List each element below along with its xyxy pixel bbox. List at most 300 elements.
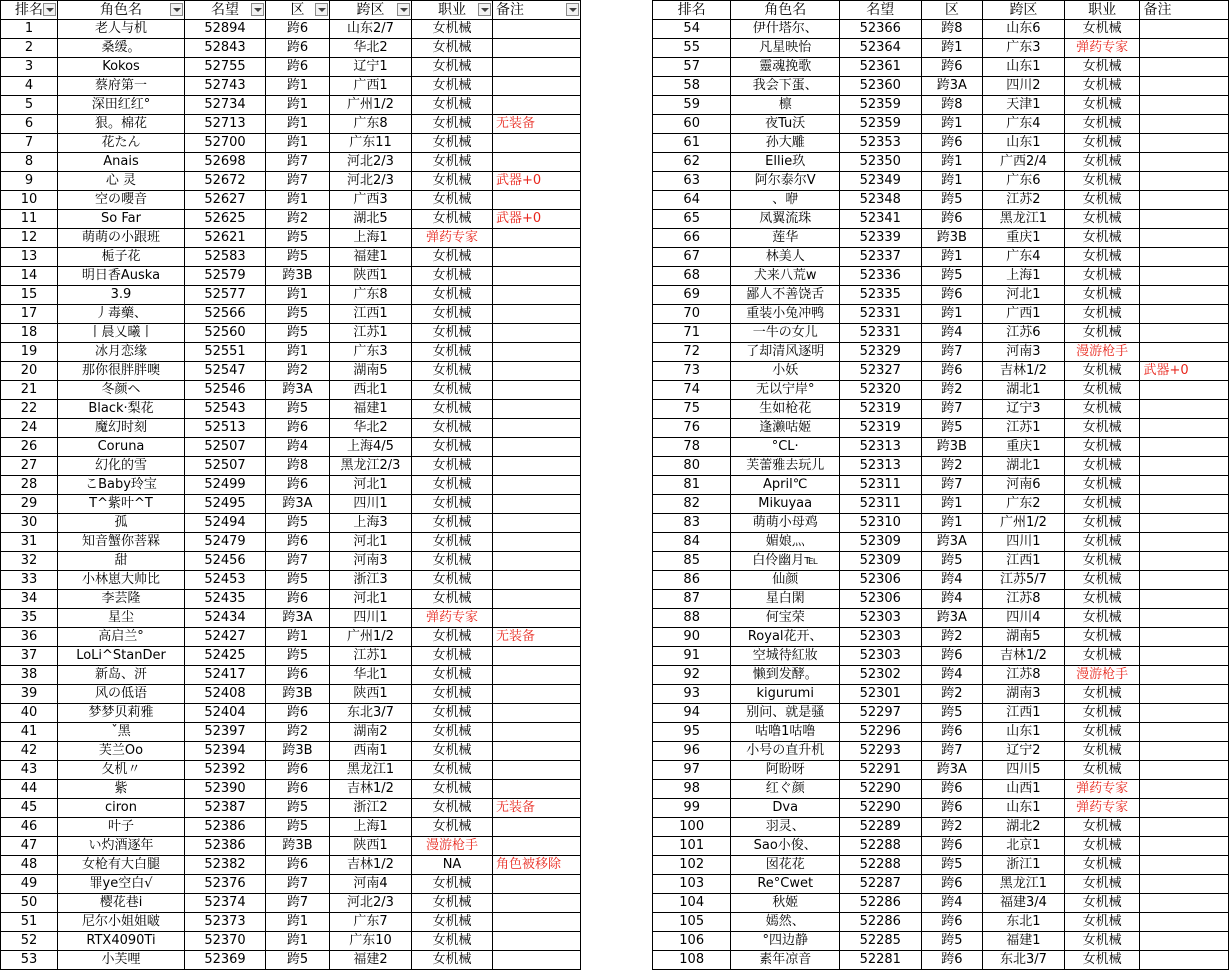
- cell-server[interactable]: 跨1: [266, 343, 330, 362]
- cell-note[interactable]: [493, 58, 581, 77]
- cell-character-name[interactable]: Coruna: [58, 438, 185, 457]
- cell-fame[interactable]: 52698: [185, 153, 266, 172]
- cell-note[interactable]: [493, 400, 581, 419]
- cell-note[interactable]: [1140, 533, 1229, 552]
- cell-note[interactable]: [1140, 590, 1229, 609]
- cell-rank[interactable]: 92: [653, 666, 731, 685]
- cell-note[interactable]: [493, 77, 581, 96]
- cell-rank[interactable]: 49: [1, 875, 58, 894]
- cell-fame[interactable]: 52296: [840, 723, 922, 742]
- cell-note[interactable]: [1140, 419, 1229, 438]
- cell-rank[interactable]: 105: [653, 913, 731, 932]
- cell-rank[interactable]: 46: [1, 818, 58, 837]
- cell-note[interactable]: [493, 324, 581, 343]
- cell-cross-server[interactable]: 四川5: [983, 761, 1065, 780]
- cell-character-name[interactable]: 芙兰Oo: [58, 742, 185, 761]
- cell-server[interactable]: 跨1: [266, 628, 330, 647]
- cell-character-name[interactable]: 小林崽大帅比: [58, 571, 185, 590]
- cell-note[interactable]: 武器+0: [493, 172, 581, 191]
- cell-rank[interactable]: 33: [1, 571, 58, 590]
- cell-cross-server[interactable]: 湖南2: [330, 723, 412, 742]
- cell-server[interactable]: 跨7: [266, 552, 330, 571]
- cell-class[interactable]: 女机械: [1064, 913, 1140, 932]
- cell-character-name[interactable]: 花たん: [58, 134, 185, 153]
- cell-class[interactable]: 女机械: [412, 818, 493, 837]
- cell-cross-server[interactable]: 江西1: [983, 552, 1065, 571]
- filter-dropdown-icon[interactable]: [315, 3, 328, 16]
- cell-fame[interactable]: 52309: [840, 533, 922, 552]
- cell-character-name[interactable]: 李芸隆: [58, 590, 185, 609]
- cell-cross-server[interactable]: 江苏1: [983, 419, 1065, 438]
- cell-note[interactable]: [1140, 609, 1229, 628]
- cell-cross-server[interactable]: 广东4: [983, 115, 1065, 134]
- cell-note[interactable]: [493, 457, 581, 476]
- cell-class[interactable]: 女机械: [1064, 837, 1140, 856]
- cell-note[interactable]: [1140, 628, 1229, 647]
- cell-character-name[interactable]: 樱花巷i: [58, 894, 185, 913]
- cell-note[interactable]: [493, 153, 581, 172]
- cell-rank[interactable]: 14: [1, 267, 58, 286]
- cell-server[interactable]: 跨6: [266, 761, 330, 780]
- cell-class[interactable]: 女机械: [1064, 305, 1140, 324]
- cell-character-name[interactable]: 蔡府第一: [58, 77, 185, 96]
- cell-rank[interactable]: 91: [653, 647, 731, 666]
- cell-character-name[interactable]: 生如枪花: [731, 400, 840, 419]
- cell-fame[interactable]: 52453: [185, 571, 266, 590]
- cell-rank[interactable]: 39: [1, 685, 58, 704]
- cell-note[interactable]: [1140, 58, 1229, 77]
- cell-server[interactable]: 跨6: [921, 799, 983, 818]
- cell-server[interactable]: 跨1: [921, 248, 983, 267]
- cell-fame[interactable]: 52306: [840, 590, 922, 609]
- cell-fame[interactable]: 52374: [185, 894, 266, 913]
- cell-rank[interactable]: 90: [653, 628, 731, 647]
- cell-note[interactable]: 武器+0: [493, 210, 581, 229]
- cell-character-name[interactable]: 媚娘灬: [731, 533, 840, 552]
- cell-class[interactable]: 女机械: [412, 324, 493, 343]
- cell-cross-server[interactable]: 江苏6: [983, 324, 1065, 343]
- cell-rank[interactable]: 94: [653, 704, 731, 723]
- cell-server[interactable]: 跨3B: [266, 685, 330, 704]
- cell-rank[interactable]: 74: [653, 381, 731, 400]
- cell-note[interactable]: [493, 723, 581, 742]
- cell-server[interactable]: 跨4: [921, 571, 983, 590]
- cell-cross-server[interactable]: 黑龙江1: [983, 875, 1065, 894]
- cell-rank[interactable]: 99: [653, 799, 731, 818]
- cell-server[interactable]: 跨5: [921, 856, 983, 875]
- header-character-name[interactable]: [58, 1, 185, 20]
- cell-character-name[interactable]: い灼酒逐年: [58, 837, 185, 856]
- cell-class[interactable]: 女机械: [1064, 419, 1140, 438]
- cell-cross-server[interactable]: 浙江2: [330, 799, 412, 818]
- cell-rank[interactable]: 10: [1, 191, 58, 210]
- cell-note[interactable]: [1140, 20, 1229, 39]
- cell-note[interactable]: 无装备: [493, 115, 581, 134]
- cell-cross-server[interactable]: 四川4: [983, 609, 1065, 628]
- cell-note[interactable]: [493, 704, 581, 723]
- cell-class[interactable]: 女机械: [1064, 172, 1140, 191]
- cell-class[interactable]: 女机械: [1064, 457, 1140, 476]
- cell-character-name[interactable]: 星白閑: [731, 590, 840, 609]
- cell-rank[interactable]: 36: [1, 628, 58, 647]
- cell-fame[interactable]: 52700: [185, 134, 266, 153]
- cell-class[interactable]: 女机械: [1064, 761, 1140, 780]
- cell-cross-server[interactable]: 广西1: [330, 77, 412, 96]
- cell-rank[interactable]: 101: [653, 837, 731, 856]
- cell-fame[interactable]: 52341: [840, 210, 922, 229]
- cell-rank[interactable]: 22: [1, 400, 58, 419]
- cell-server[interactable]: 跨6: [921, 951, 983, 970]
- cell-rank[interactable]: 82: [653, 495, 731, 514]
- cell-class[interactable]: 女机械: [412, 20, 493, 39]
- cell-class[interactable]: 女机械: [1064, 609, 1140, 628]
- cell-note[interactable]: [1140, 210, 1229, 229]
- header-class[interactable]: [412, 1, 493, 20]
- cell-class[interactable]: 女机械: [412, 58, 493, 77]
- cell-server[interactable]: 跨5: [921, 552, 983, 571]
- cell-fame[interactable]: 52331: [840, 305, 922, 324]
- cell-cross-server[interactable]: 河南6: [983, 476, 1065, 495]
- cell-server[interactable]: 跨6: [266, 476, 330, 495]
- cell-class[interactable]: 女机械: [412, 647, 493, 666]
- cell-character-name[interactable]: 魔幻时刻: [58, 419, 185, 438]
- cell-cross-server[interactable]: 山东1: [983, 134, 1065, 153]
- cell-cross-server[interactable]: 四川1: [330, 495, 412, 514]
- cell-character-name[interactable]: 冬颜ヘ: [58, 381, 185, 400]
- cell-cross-server[interactable]: 上海1: [330, 229, 412, 248]
- cell-server[interactable]: 跨1: [921, 495, 983, 514]
- cell-fame[interactable]: 52456: [185, 552, 266, 571]
- cell-fame[interactable]: 52577: [185, 286, 266, 305]
- cell-rank[interactable]: 2: [1, 39, 58, 58]
- cell-server[interactable]: 跨1: [266, 115, 330, 134]
- cell-note[interactable]: [1140, 571, 1229, 590]
- cell-fame[interactable]: 52734: [185, 96, 266, 115]
- cell-class[interactable]: 女机械: [1064, 476, 1140, 495]
- cell-fame[interactable]: 52370: [185, 932, 266, 951]
- cell-rank[interactable]: 61: [653, 134, 731, 153]
- cell-note[interactable]: [493, 438, 581, 457]
- cell-class[interactable]: 女机械: [1064, 742, 1140, 761]
- cell-rank[interactable]: 106: [653, 932, 731, 951]
- cell-character-name[interactable]: 红ぐ颜: [731, 780, 840, 799]
- cell-server[interactable]: 跨1: [266, 913, 330, 932]
- cell-note[interactable]: [493, 894, 581, 913]
- cell-server[interactable]: 跨1: [266, 191, 330, 210]
- cell-class[interactable]: 女机械: [1064, 191, 1140, 210]
- cell-server[interactable]: 跨6: [266, 39, 330, 58]
- cell-fame[interactable]: 52547: [185, 362, 266, 381]
- cell-class[interactable]: 女机械: [1064, 248, 1140, 267]
- cell-fame[interactable]: 52843: [185, 39, 266, 58]
- cell-server[interactable]: 跨3A: [921, 533, 983, 552]
- cell-cross-server[interactable]: 广东3: [330, 343, 412, 362]
- cell-fame[interactable]: 52551: [185, 343, 266, 362]
- cell-fame[interactable]: 52373: [185, 913, 266, 932]
- cell-fame[interactable]: 52311: [840, 476, 922, 495]
- cell-class[interactable]: 女机械: [412, 286, 493, 305]
- cell-server[interactable]: 跨1: [266, 96, 330, 115]
- cell-note[interactable]: [493, 248, 581, 267]
- cell-class[interactable]: 女机械: [412, 457, 493, 476]
- cell-class[interactable]: 女机械: [1064, 875, 1140, 894]
- cell-fame[interactable]: 52291: [840, 761, 922, 780]
- filter-dropdown-icon[interactable]: [251, 3, 264, 16]
- cell-note[interactable]: [493, 495, 581, 514]
- filter-dropdown-icon[interactable]: [43, 3, 56, 16]
- cell-character-name[interactable]: Royal花开、: [731, 628, 840, 647]
- cell-class[interactable]: 女机械: [1064, 894, 1140, 913]
- cell-class[interactable]: 女机械: [412, 799, 493, 818]
- cell-class[interactable]: 女机械: [1064, 856, 1140, 875]
- cell-server[interactable]: 跨4: [921, 894, 983, 913]
- cell-character-name[interactable]: 了却清风逐明: [731, 343, 840, 362]
- cell-rank[interactable]: 67: [653, 248, 731, 267]
- cell-character-name[interactable]: 小芙哩: [58, 951, 185, 970]
- header-fame[interactable]: [185, 1, 266, 20]
- cell-character-name[interactable]: 凡星映怡: [731, 39, 840, 58]
- cell-note[interactable]: [1140, 248, 1229, 267]
- cell-note[interactable]: [1140, 476, 1229, 495]
- cell-character-name[interactable]: Mikuyaa: [731, 495, 840, 514]
- cell-class[interactable]: 女机械: [412, 400, 493, 419]
- cell-server[interactable]: 跨2: [921, 685, 983, 704]
- cell-class[interactable]: 女机械: [1064, 932, 1140, 951]
- cell-character-name[interactable]: April℃: [731, 476, 840, 495]
- cell-character-name[interactable]: 梦梦贝莉雅: [58, 704, 185, 723]
- cell-server[interactable]: 跨3A: [921, 609, 983, 628]
- cell-note[interactable]: [493, 96, 581, 115]
- cell-cross-server[interactable]: 山西1: [983, 780, 1065, 799]
- cell-server[interactable]: 跨3B: [266, 742, 330, 761]
- cell-rank[interactable]: 54: [653, 20, 731, 39]
- cell-class[interactable]: 女机械: [412, 913, 493, 932]
- cell-fame[interactable]: 52507: [185, 457, 266, 476]
- cell-rank[interactable]: 42: [1, 742, 58, 761]
- cell-character-name[interactable]: 逢濑咕姬: [731, 419, 840, 438]
- cell-class[interactable]: 女机械: [412, 628, 493, 647]
- cell-fame[interactable]: 52376: [185, 875, 266, 894]
- cell-rank[interactable]: 3: [1, 58, 58, 77]
- cell-cross-server[interactable]: 湖北2: [983, 818, 1065, 837]
- cell-fame[interactable]: 52327: [840, 362, 922, 381]
- cell-cross-server[interactable]: 吉林1/2: [983, 362, 1065, 381]
- cell-fame[interactable]: 52335: [840, 286, 922, 305]
- cell-class[interactable]: 女机械: [1064, 571, 1140, 590]
- cell-fame[interactable]: 52359: [840, 115, 922, 134]
- cell-character-name[interactable]: So Far: [58, 210, 185, 229]
- cell-cross-server[interactable]: 江苏8: [983, 590, 1065, 609]
- cell-character-name[interactable]: 星尘: [58, 609, 185, 628]
- cell-cross-server[interactable]: 黑龙江1: [330, 761, 412, 780]
- cell-rank[interactable]: 98: [653, 780, 731, 799]
- cell-rank[interactable]: 88: [653, 609, 731, 628]
- cell-class[interactable]: 女机械: [412, 932, 493, 951]
- cell-server[interactable]: 跨2: [921, 381, 983, 400]
- cell-fame[interactable]: 52293: [840, 742, 922, 761]
- cell-class[interactable]: 女机械: [1064, 647, 1140, 666]
- cell-server[interactable]: 跨7: [921, 343, 983, 362]
- header-rank[interactable]: [1, 1, 58, 20]
- cell-class[interactable]: 女机械: [412, 267, 493, 286]
- cell-cross-server[interactable]: 吉林1/2: [983, 647, 1065, 666]
- cell-note[interactable]: [493, 951, 581, 970]
- cell-cross-server[interactable]: 黑龙江1: [983, 210, 1065, 229]
- cell-class[interactable]: 女机械: [412, 96, 493, 115]
- cell-cross-server[interactable]: 江苏1: [330, 324, 412, 343]
- cell-character-name[interactable]: 我会下蛋、: [731, 77, 840, 96]
- cell-fame[interactable]: 52310: [840, 514, 922, 533]
- cell-cross-server[interactable]: 福建3/4: [983, 894, 1065, 913]
- cell-class[interactable]: 女机械: [412, 476, 493, 495]
- cell-character-name[interactable]: 白伶幽月℡: [731, 552, 840, 571]
- cell-class[interactable]: 女机械: [1064, 704, 1140, 723]
- cell-rank[interactable]: 17: [1, 305, 58, 324]
- cell-character-name[interactable]: 甜: [58, 552, 185, 571]
- cell-cross-server[interactable]: 广州1/2: [330, 96, 412, 115]
- cell-character-name[interactable]: RTX4090Ti: [58, 932, 185, 951]
- cell-fame[interactable]: 52319: [840, 419, 922, 438]
- cell-character-name[interactable]: 那你很胖胖噢: [58, 362, 185, 381]
- cell-note[interactable]: [493, 609, 581, 628]
- cell-fame[interactable]: 52672: [185, 172, 266, 191]
- cell-cross-server[interactable]: 福建1: [983, 932, 1065, 951]
- cell-server[interactable]: 跨3B: [266, 267, 330, 286]
- cell-server[interactable]: 跨1: [921, 172, 983, 191]
- cell-fame[interactable]: 52287: [840, 875, 922, 894]
- cell-server[interactable]: 跨5: [266, 324, 330, 343]
- cell-fame[interactable]: 52434: [185, 609, 266, 628]
- cell-class[interactable]: 女机械: [1064, 115, 1140, 134]
- cell-rank[interactable]: 96: [653, 742, 731, 761]
- cell-server[interactable]: 跨5: [921, 932, 983, 951]
- cell-character-name[interactable]: 栀子花: [58, 248, 185, 267]
- cell-fame[interactable]: 52361: [840, 58, 922, 77]
- cell-rank[interactable]: 81: [653, 476, 731, 495]
- cell-rank[interactable]: 108: [653, 951, 731, 970]
- cell-server[interactable]: 跨5: [266, 818, 330, 837]
- cell-note[interactable]: [493, 932, 581, 951]
- filter-dropdown-icon[interactable]: [566, 3, 579, 16]
- cell-server[interactable]: 跨7: [921, 742, 983, 761]
- cell-fame[interactable]: 52546: [185, 381, 266, 400]
- cell-character-name[interactable]: ˇ黑: [58, 723, 185, 742]
- cell-fame[interactable]: 52543: [185, 400, 266, 419]
- cell-server[interactable]: 跨6: [921, 58, 983, 77]
- cell-rank[interactable]: 71: [653, 324, 731, 343]
- cell-fame[interactable]: 52286: [840, 894, 922, 913]
- cell-note[interactable]: [1140, 191, 1229, 210]
- cell-character-name[interactable]: 萌萌の小跟班: [58, 229, 185, 248]
- cell-cross-server[interactable]: 福建1: [330, 248, 412, 267]
- cell-class[interactable]: 女机械: [412, 438, 493, 457]
- cell-cross-server[interactable]: 重庆1: [983, 229, 1065, 248]
- cell-cross-server[interactable]: 浙江3: [330, 571, 412, 590]
- cell-server[interactable]: 跨6: [921, 362, 983, 381]
- cell-character-name[interactable]: 丿毒藥、: [58, 305, 185, 324]
- cell-cross-server[interactable]: 湖北5: [330, 210, 412, 229]
- cell-rank[interactable]: 40: [1, 704, 58, 723]
- cell-fame[interactable]: 52364: [840, 39, 922, 58]
- cell-rank[interactable]: 45: [1, 799, 58, 818]
- cell-note[interactable]: [1140, 647, 1229, 666]
- cell-fame[interactable]: 52427: [185, 628, 266, 647]
- cell-cross-server[interactable]: 江苏8: [983, 666, 1065, 685]
- cell-fame[interactable]: 52625: [185, 210, 266, 229]
- cell-rank[interactable]: 102: [653, 856, 731, 875]
- cell-class[interactable]: 女机械: [412, 115, 493, 134]
- cell-rank[interactable]: 58: [653, 77, 731, 96]
- cell-rank[interactable]: 19: [1, 343, 58, 362]
- cell-character-name[interactable]: 孤: [58, 514, 185, 533]
- cell-character-name[interactable]: 小号の直升机: [731, 742, 840, 761]
- cell-fame[interactable]: 52302: [840, 666, 922, 685]
- cell-server[interactable]: 跨6: [921, 723, 983, 742]
- cell-class[interactable]: 女机械: [412, 77, 493, 96]
- cell-server[interactable]: 跨7: [266, 153, 330, 172]
- cell-rank[interactable]: 75: [653, 400, 731, 419]
- cell-note[interactable]: [493, 552, 581, 571]
- cell-rank[interactable]: 68: [653, 267, 731, 286]
- cell-class[interactable]: 女机械: [1064, 134, 1140, 153]
- cell-cross-server[interactable]: 河北2/3: [330, 894, 412, 913]
- cell-cross-server[interactable]: 陕西1: [330, 685, 412, 704]
- cell-character-name[interactable]: 阿尔泰尔V: [731, 172, 840, 191]
- cell-server[interactable]: 跨6: [921, 780, 983, 799]
- cell-character-name[interactable]: 心 灵: [58, 172, 185, 191]
- cell-note[interactable]: 武器+0: [1140, 362, 1229, 381]
- cell-character-name[interactable]: 老人与机: [58, 20, 185, 39]
- cell-cross-server[interactable]: 湖北1: [983, 381, 1065, 400]
- cell-rank[interactable]: 53: [1, 951, 58, 970]
- cell-rank[interactable]: 62: [653, 153, 731, 172]
- cell-class[interactable]: 女机械: [1064, 381, 1140, 400]
- cell-fame[interactable]: 52366: [840, 20, 922, 39]
- cell-note[interactable]: [1140, 875, 1229, 894]
- cell-fame[interactable]: 52425: [185, 647, 266, 666]
- cell-cross-server[interactable]: 广西2/4: [983, 153, 1065, 172]
- cell-class[interactable]: 女机械: [412, 951, 493, 970]
- cell-class[interactable]: 女机械: [1064, 552, 1140, 571]
- cell-cross-server[interactable]: 上海4/5: [330, 438, 412, 457]
- cell-character-name[interactable]: 犬来八荒w: [731, 267, 840, 286]
- cell-class[interactable]: 女机械: [412, 704, 493, 723]
- cell-server[interactable]: 跨6: [266, 666, 330, 685]
- cell-class[interactable]: 女机械: [412, 875, 493, 894]
- cell-rank[interactable]: 84: [653, 533, 731, 552]
- cell-character-name[interactable]: 夂机〃: [58, 761, 185, 780]
- cell-rank[interactable]: 66: [653, 229, 731, 248]
- cell-character-name[interactable]: 夜Tu沃: [731, 115, 840, 134]
- cell-class[interactable]: 女机械: [1064, 818, 1140, 837]
- cell-cross-server[interactable]: 广东2: [983, 495, 1065, 514]
- cell-note[interactable]: [1140, 381, 1229, 400]
- cell-character-name[interactable]: 别问、就是骚: [731, 704, 840, 723]
- cell-character-name[interactable]: 秋姬: [731, 894, 840, 913]
- cell-fame[interactable]: 52348: [840, 191, 922, 210]
- cell-cross-server[interactable]: 河南3: [330, 552, 412, 571]
- cell-note[interactable]: [1140, 229, 1229, 248]
- cell-class[interactable]: 女机械: [1064, 58, 1140, 77]
- cell-cross-server[interactable]: 山东1: [983, 58, 1065, 77]
- cell-character-name[interactable]: Re°Cwet: [731, 875, 840, 894]
- cell-server[interactable]: 跨6: [921, 647, 983, 666]
- cell-character-name[interactable]: Black·梨花: [58, 400, 185, 419]
- cell-cross-server[interactable]: 河北1: [983, 286, 1065, 305]
- cell-note[interactable]: [493, 419, 581, 438]
- cell-rank[interactable]: 12: [1, 229, 58, 248]
- cell-cross-server[interactable]: 江西1: [330, 305, 412, 324]
